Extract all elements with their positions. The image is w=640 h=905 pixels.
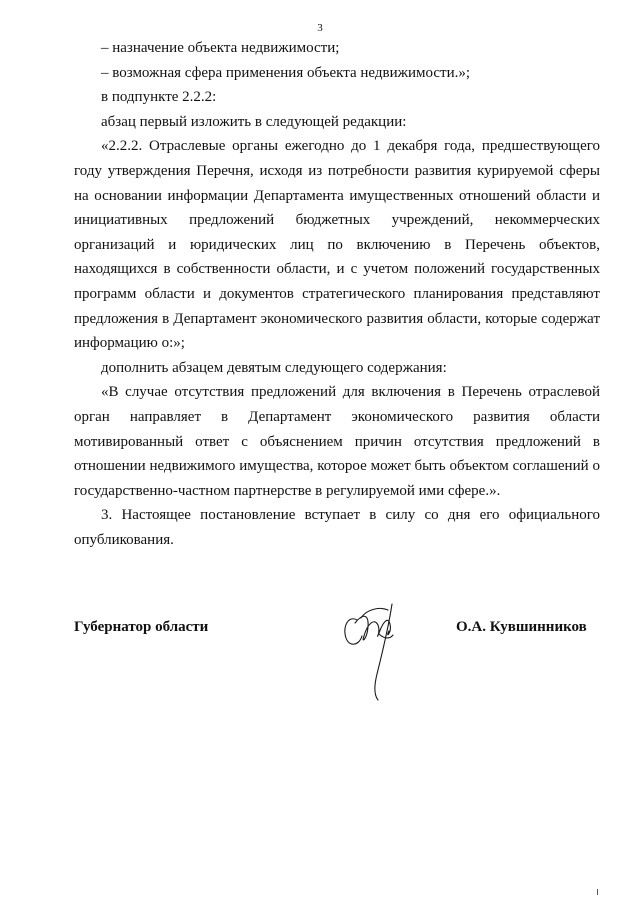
signatory-name: О.А. Кувшинников: [456, 619, 587, 635]
effective-date-clause: 3. Настоящее постановление вступает в силу со дня его официального опубликования.: [74, 507, 600, 548]
addition-instruction: дополнить абзацем девятым следующего содержания:: [101, 359, 447, 376]
list-item-purpose: – назначение объекта недвижимости;: [101, 40, 340, 56]
document-body: [74, 36, 600, 552]
page-number: 3: [317, 22, 323, 34]
signatory-position: Губернатор области: [74, 619, 209, 635]
subclause-reference: в подпункте 2.2.2:: [101, 89, 217, 106]
list-item-application: – возможная сфера применения объекта недвижимости.»;: [101, 64, 471, 81]
handwritten-signature: [333, 598, 413, 704]
paragraph-nine-text: «В случае отсутствия предложений для включения в Перечень отраслевой орган направляет в Департамент экономического развития области мотивированный ответ с объяснением причин отсутствия предложений в отношении недвижимого имущества, которое может быть объектом соглашений о государственно-частном партнерстве в регулируемой ими сфере.».: [74, 384, 600, 499]
scan-mark: [597, 889, 598, 895]
clause-2-2-2-text: «2.2.2. Отраслевые органы ежегодно до 1 декабря года, предшествующего году утверждения Перечня, исходя из потребности развития курируемой сферы на основании информации Департамента имущественных отношений области и инициативных предложений бюджетных учреждений, некоммерческих организаций и юридических лиц по включению в Перечень объектов, находящихся в собственности области, и с учетом положений государственных программ области и документов стратегического планирования представляют предложения в Департамент экономического развития области, которые содержат информацию о:»;: [74, 138, 600, 352]
amendment-instruction: абзац первый изложить в следующей редакции:: [101, 113, 407, 130]
